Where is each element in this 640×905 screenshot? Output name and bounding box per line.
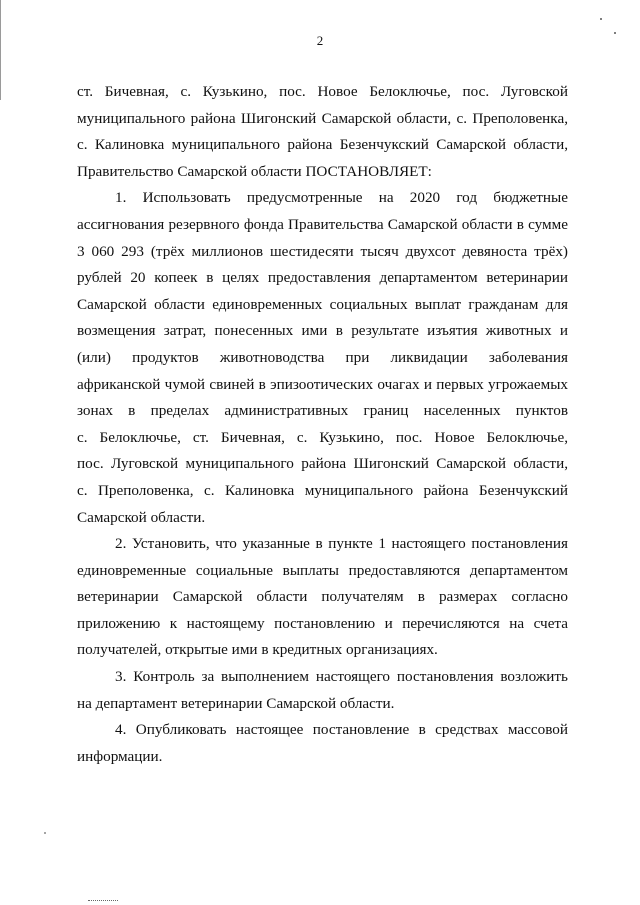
text-line: пос. Луговской муниципального района Шигонский Самарской области, <box>77 455 568 473</box>
text-line: Правительство Самарской области ПОСТАНОВЛЯЕТ: <box>77 162 432 180</box>
text-line: рублей 20 копеек в целях предоставления департаментом ветеринарии <box>77 269 568 287</box>
text-line: (или) продуктов животноводства при ликвидации заболевания <box>77 348 568 366</box>
scan-dash-artifact <box>88 900 118 902</box>
text-line: приложению к настоящему постановлению и перечисляются на счета <box>77 614 568 632</box>
scan-speck <box>600 18 602 20</box>
text-line: ст. Бичевная, с. Кузькино, пос. Новое Белоключье, пос. Луговской <box>77 83 568 100</box>
text-line: 1. Использовать предусмотренные на 2020 год бюджетные <box>115 189 568 207</box>
text-line: с. Калиновка муниципального района Безенчукский Самарской области, <box>77 136 568 154</box>
text-line: получателей, открытые ими в кредитных организациях. <box>77 641 438 659</box>
text-line: информации. <box>77 747 163 765</box>
text-line: единовременные социальные выплаты предоставляются департаментом <box>77 561 568 579</box>
text-line: на департамент ветеринарии Самарской области. <box>77 694 395 712</box>
text-line: 3 060 293 (трёх миллионов шестидесяти тысяч двухсот девяноста трёх) <box>77 242 568 260</box>
text-line: 4. Опубликовать настоящее постановление в средствах массовой <box>115 721 568 739</box>
text-line: Самарской области единовременных социальных выплат гражданам для <box>77 295 568 313</box>
text-line: 3. Контроль за выполнением настоящего постановления возложить <box>115 668 568 686</box>
text-line: 2. Установить, что указанные в пункте 1 настоящего постановления <box>115 535 568 553</box>
text-line: африканской чумой свиней в эпизоотических очагах и первых угрожаемых <box>77 375 568 393</box>
text-line: муниципального района Шигонский Самарской области, с. Преполовенка, <box>77 109 568 127</box>
text-line: зонах в пределах административных границ населенных пунктов <box>77 402 568 420</box>
scan-edge-artifact <box>0 0 1 100</box>
text-line: возмещения затрат, понесенных ими в результате изъятия животных и <box>77 322 568 340</box>
text-line: ветеринарии Самарской области получателям в размерах согласно <box>77 588 568 606</box>
text-line: Самарской области. <box>77 508 206 526</box>
text-line: с. Белоключье, ст. Бичевная, с. Кузькино, пос. Новое Белоключье, <box>77 428 568 446</box>
scan-speck <box>44 832 46 834</box>
text-line: с. Преполовенка, с. Калиновка муниципального района Безенчукский <box>77 481 568 499</box>
page-number: 2 <box>316 33 324 48</box>
document-body <box>77 79 568 770</box>
text-line: ассигнования резервного фонда Правительства Самарской области в сумме <box>77 215 568 233</box>
